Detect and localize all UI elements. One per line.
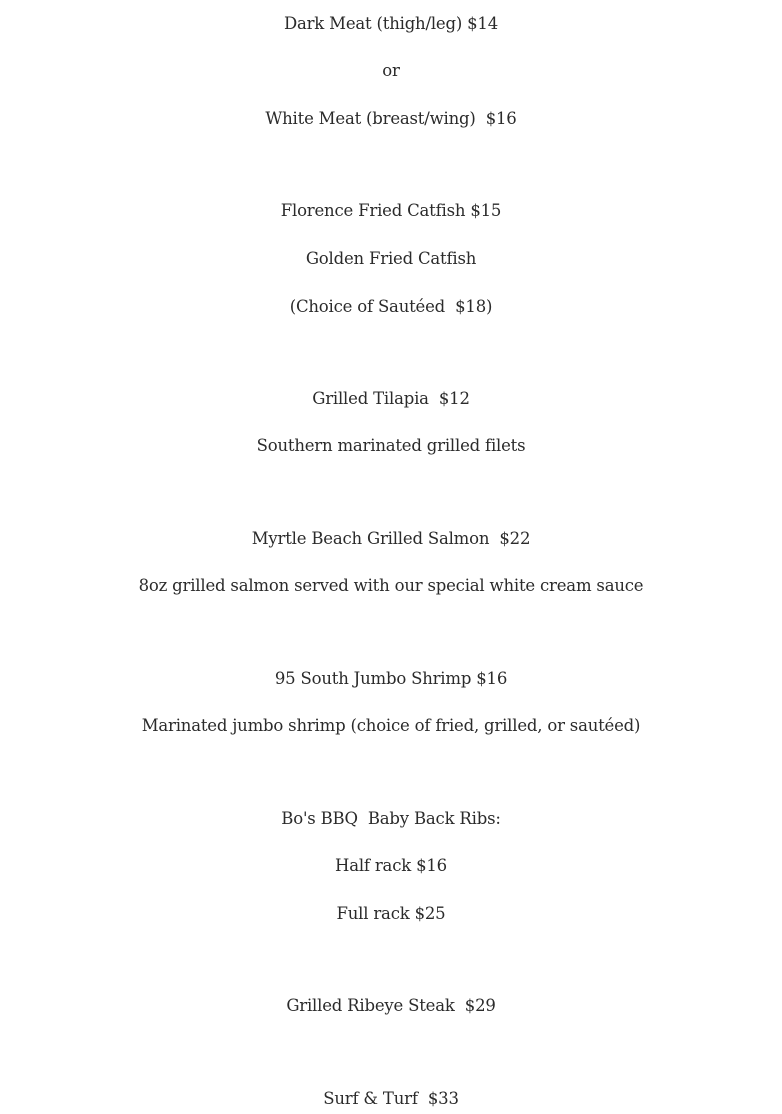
- chicken-white-meat-price: White Meat (breast/wing) $16: [265, 109, 517, 128]
- surf-and-turf-title: Surf & Turf $33: [323, 1089, 459, 1108]
- shrimp-title: 95 South Jumbo Shrimp $16: [274, 669, 508, 688]
- ribs-title: Bo's BBQ Baby Back Ribs:: [281, 809, 501, 828]
- catfish-description: Golden Fried Catfish: [305, 249, 477, 268]
- chicken-dark-meat-price: Dark Meat (thigh/leg) $14: [283, 14, 499, 33]
- tilapia-description: Southern marinated grilled filets: [256, 436, 526, 455]
- ribeye-title: Grilled Ribeye Steak $29: [286, 996, 496, 1015]
- shrimp-description: Marinated jumbo shrimp (choice of fried, grilled, or sautéed): [141, 716, 641, 735]
- chicken-option-separator: or: [382, 61, 400, 80]
- catfish-sauteed-option: (Choice of Sautéed $18): [289, 297, 493, 316]
- tilapia-title: Grilled Tilapia $12: [312, 389, 470, 408]
- ribs-half-rack-price: Half rack $16: [335, 856, 447, 875]
- salmon-description: 8oz grilled salmon served with our special white cream sauce: [138, 576, 644, 595]
- catfish-title: Florence Fried Catfish $15: [280, 201, 502, 220]
- ribs-full-rack-price: Full rack $25: [336, 904, 446, 923]
- salmon-title: Myrtle Beach Grilled Salmon $22: [251, 529, 531, 548]
